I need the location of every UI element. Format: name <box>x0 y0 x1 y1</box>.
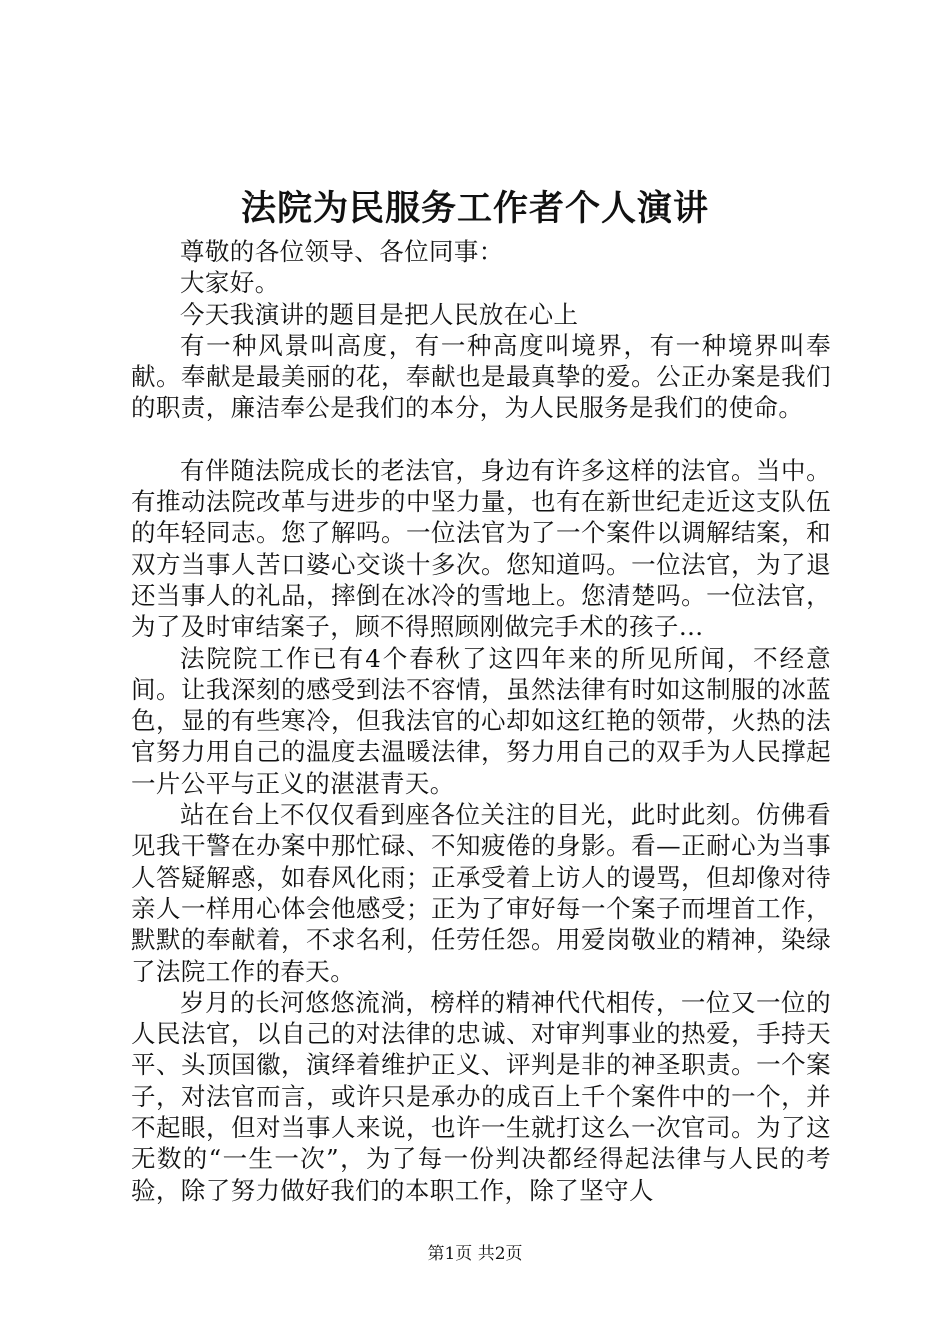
body-paragraph: 站在台上不仅仅看到座各位关注的目光，此时此刻。仿佛看见我干警在办案中那忙碌、不知疲倦的身影。看—正耐心为当事人答疑解惑，如春风化雨；正承受着上访人的谩骂，但却像对待亲人一样用心体会他感受；正为了审好每一个案子而埋首工作，默默的奉献着，不求名利，任劳任怨。用爱岗敬业的精神，染绿了法院工作的春天。 <box>131 800 831 986</box>
body-paragraph: 有一种风景叫高度，有一种高度叫境界，有一种境界叫奉献。奉献是最美丽的花，奉献也是最真挚的爱。公正办案是我们的职责，廉洁奉公是我们的本分，为人民服务是我们的使命。 <box>131 330 831 423</box>
document-title: 法院为民服务工作者个人演讲 <box>240 188 709 229</box>
body-paragraph: 岁月的长河悠悠流淌，榜样的精神代代相传，一位又一位的人民法官，以自己的对法律的忠诚、对审判事业的热爱，手持天平、头顶国徽，演绎着维护正义、评判是非的神圣职责。一个案子，对法官而言，或许只是承办的成百上千个案件中的一个，并不起眼，但对当事人来说，也许一生就打这么一次官司。为了这无数的“一生一次”，为了每一份判决都经得起法律与人民的考验，除了努力做好我们的本职工作，除了坚守人 <box>131 987 831 1205</box>
topic-paragraph: 今天我演讲的题目是把人民放在心上 <box>180 299 579 329</box>
document-body <box>131 236 831 1206</box>
body-paragraph: 有伴随法院成长的老法官，身边有许多这样的法官。当中。有推动法院改革与进步的中坚力量，也有在新世纪走近这支队伍的年轻同志。您了解吗。一位法官为了一个案件以调解结案，和双方当事人苦口婆心交谈十多次。您知道吗。一位法官，为了退还当事人的礼品，摔倒在冰冷的雪地上。您清楚吗。一位法官，为了及时审结案子，顾不得照顾刚做完手术的孩子… <box>131 455 831 642</box>
salutation-paragraph: 尊敬的各位领导、各位同事： <box>180 237 504 266</box>
body-paragraph: 法院院工作已有4个春秋了这四年来的所见所闻，不经意间。让我深刻的感受到法不容情，虽然法律有时如这制服的冰蓝色，显的有些寒冷，但我法官的心却如这红艳的领带，火热的法官努力用自己的温度去温暖法律，努力用自己的双手为人民撑起一片公平与正义的湛湛青天。 <box>131 643 831 798</box>
greeting-paragraph: 大家好。 <box>180 268 280 298</box>
page-number-footer: 第1页 共2页 <box>427 1244 523 1264</box>
